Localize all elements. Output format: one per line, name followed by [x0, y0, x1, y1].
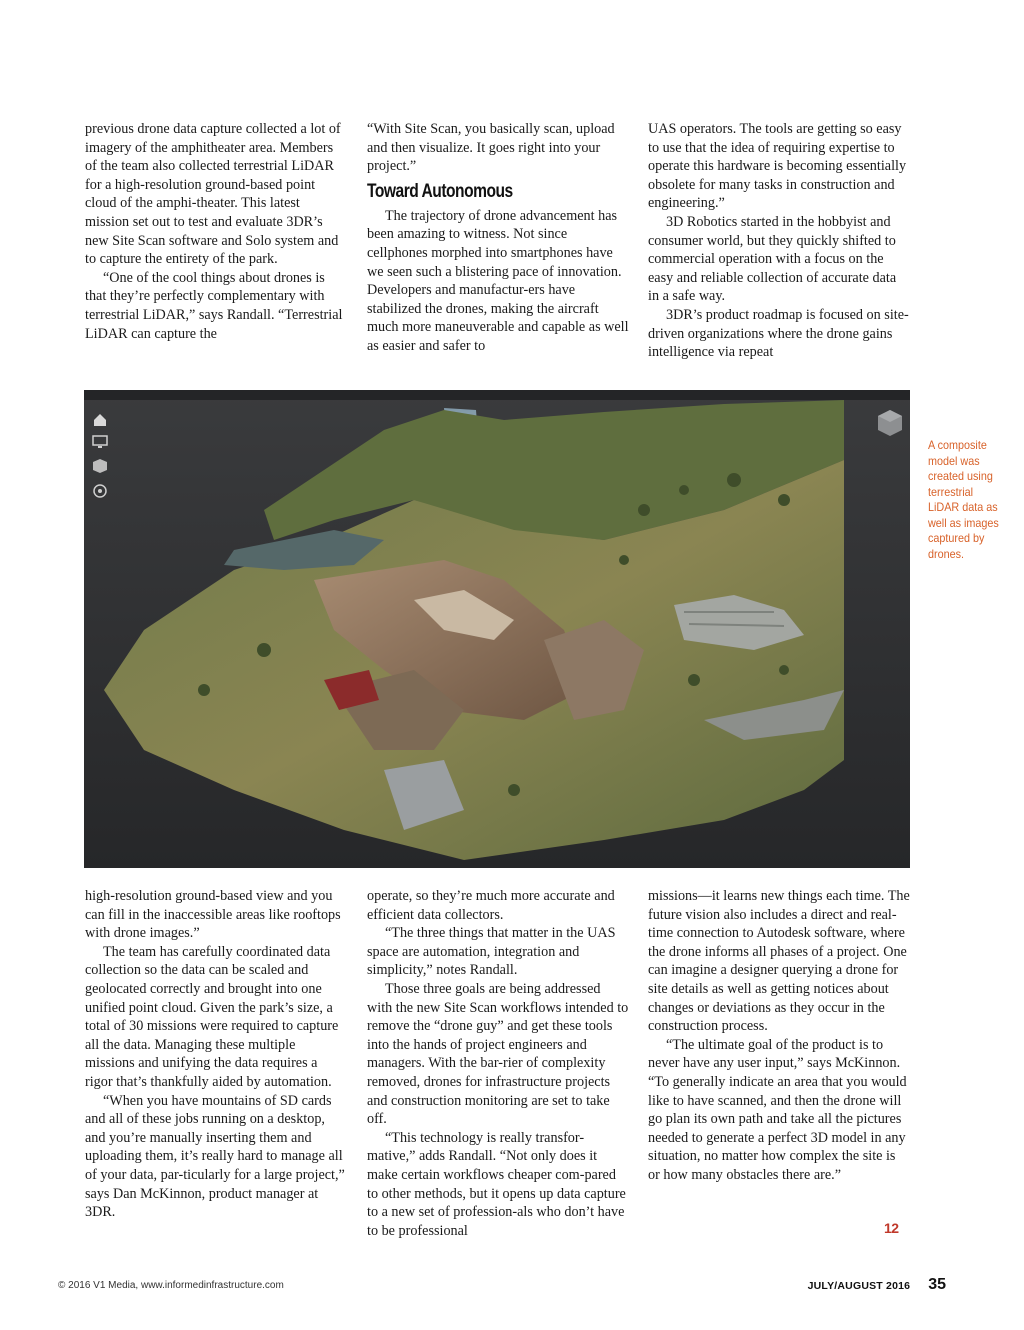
bottom-column-2: [367, 887, 629, 1240]
footer-copyright: © 2016 V1 Media, www.informedinfrastructure.com: [58, 1280, 284, 1291]
paragraph: missions—it learns new things each time. The future vision also includes a direct and real-time connection to Autodesk software, where the drone informs all phases of a project. One can imagine a designer querying a drone for site details as well as getting notices about changes or deviations as they occur in the construction process.: [648, 888, 910, 1035]
point-cloud-image: [84, 390, 910, 868]
paragraph: The trajectory of drone advancement has been amazing to witness. Not since cellphones morphed into smartphones have we seen such a blistering pace of innovation. Developers and manufactur-ers have stabilized the drones, making the aircraft much more maneuverable and capable as well as easier and safer to: [367, 207, 629, 354]
paragraph: “With Site Scan, you basically scan, upload and then visualize. It goes right into your project.”: [367, 121, 615, 175]
paragraph: Those three goals are being addressed with the new Site Scan workflows intended to remove the “drone guy” and get these tools into the hands of project engineers and managers. With the bar-rier of complexity removed, drones for infrastructure projects and construction monitoring are set to take off.: [367, 980, 629, 1128]
figure-caption: A composite model was created using terrestrial LiDAR data as well as images captured by drones.: [928, 438, 999, 561]
top-column-2: [367, 120, 629, 356]
point-cloud-figure: [84, 390, 910, 868]
top-column-1: [85, 120, 347, 343]
paragraph: “The ultimate goal of the product is to never have any user input,” says McKinnon. “To generally indicate an area that you would like to have scanned, and then the drone will go plan its own path and take all the pictures needed to generate a perfect 3D model in any situation, no matter how complex the site is or how many obstacles there are.”: [648, 1036, 907, 1183]
section-heading: Toward Autonomous: [367, 180, 513, 202]
footer-right: [808, 1276, 946, 1294]
bottom-column-1: [85, 887, 347, 1222]
paragraph: high-resolution ground-based view and you can fill in the inaccessible areas like rooftops with drone images.”: [85, 888, 341, 942]
paragraph: “One of the cool things about drones is that they’re perfectly complementary with terrestrial LiDAR,” says Randall. “Terrestrial LiDAR can capture the: [85, 269, 343, 342]
paragraph: previous drone data capture collected a lot of imagery of the amphitheater area. Members of the team also collected terrestrial LiDAR for a high-resolution ground-based point cloud of the amphi-theater. This latest mission set out to test and evaluate 3DR’s new Site Scan software and Solo system and to capture the entirety of the park.: [85, 121, 341, 268]
cube-icon[interactable]: [93, 459, 107, 473]
paragraph: The team has carefully coordinated data collection so the data can be scaled and geolocated correctly and brought into one unified point cloud. Given the park’s size, a total of 30 missions were required to capture all the data. Managing these multiple missions and unifying the data requires a rigor that’s thankfully aided by automation.: [85, 943, 339, 1090]
paragraph: “When you have mountains of SD cards and all of these jobs running on a desktop, and you’re manually inserting them and uploading them, it’s really hard to manage all of your data, par-ticularly for a large project,” says Dan McKinnon, product manager at 3DR.: [85, 1092, 345, 1221]
paragraph: “This technology is really transfor-mative,” adds Randall. “Not only does it make certain workflows cheaper com-pared to other methods, but it opens up data capture to a new set of profession-als who don’t have to be professional: [367, 1129, 626, 1239]
issue-date: JULY/AUGUST 2016: [807, 1280, 911, 1292]
paragraph: operate, so they’re much more accurate and efficient data collectors.: [367, 888, 615, 923]
paragraph: “The three things that matter in the UAS space are automation, integration and simplicity,” notes Randall.: [367, 925, 616, 979]
end-mark: 12: [884, 1220, 899, 1236]
top-column-3: [648, 120, 910, 362]
paragraph: UAS operators. The tools are getting so easy to use that the idea of requiring expertise to operate this hardware is becoming essentially obsolete for many tasks in construction and engineering.”: [648, 121, 907, 212]
bottom-column-3: [648, 887, 910, 1185]
page-number: 35: [928, 1276, 946, 1293]
paragraph: 3D Robotics started in the hobbyist and consumer world, but they quickly shifted to commercial operation with a focus on the easy and reliable collection of accurate data in a safe way.: [648, 213, 897, 305]
paragraph: 3DR’s product roadmap is focused on site-driven organizations where the drone gains intelligence via repeat: [648, 306, 909, 361]
